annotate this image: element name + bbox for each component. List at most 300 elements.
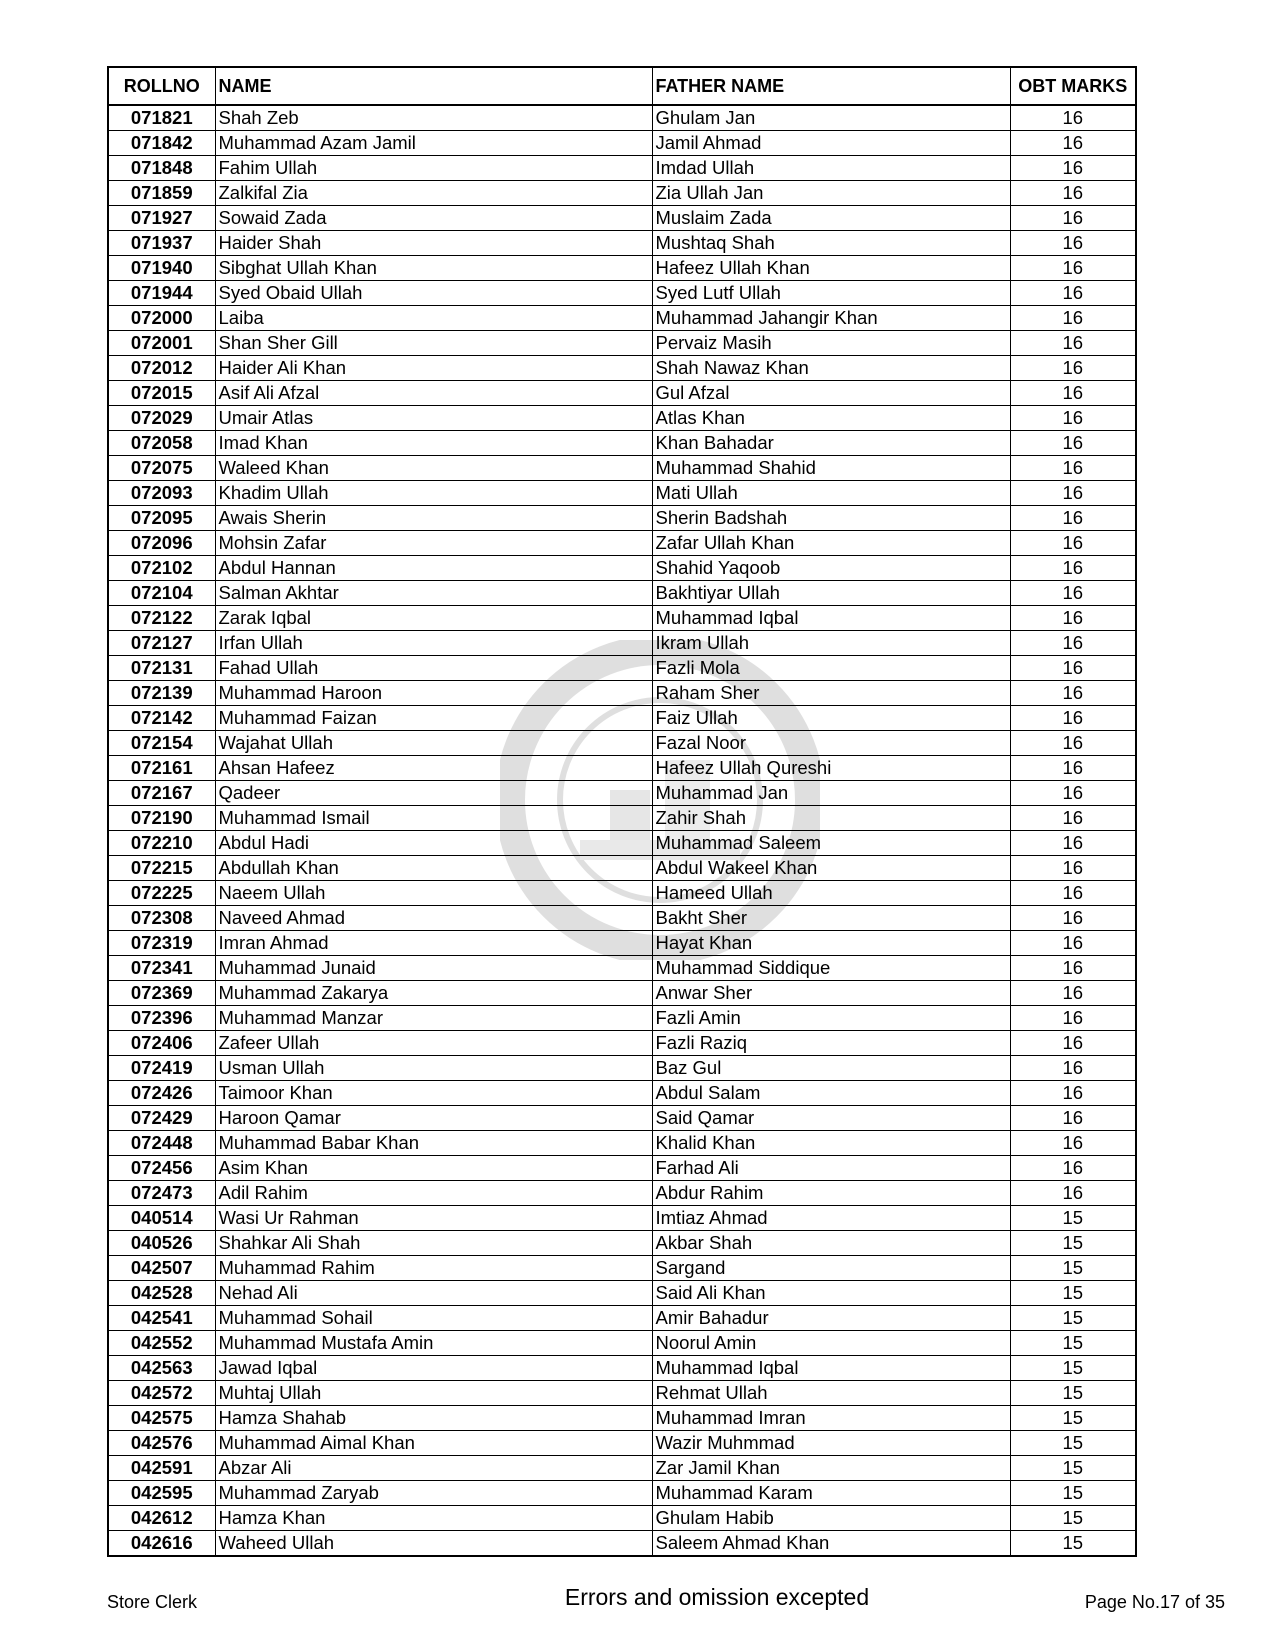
table-row (108, 1431, 1136, 1456)
table-row (108, 781, 1136, 806)
table-row (108, 806, 1136, 831)
cell-rollno: 072210 (108, 831, 215, 856)
cell-rollno: 042576 (108, 1431, 215, 1456)
cell-rollno: 072161 (108, 756, 215, 781)
table-row (108, 506, 1136, 531)
cell-obt-marks: 15 (1010, 1481, 1136, 1506)
cell-obt-marks: 15 (1010, 1281, 1136, 1306)
table-row (108, 1481, 1136, 1506)
cell-father-name: Akbar Shah (652, 1231, 1010, 1256)
cell-name: Ahsan Hafeez (215, 756, 652, 781)
cell-name: Zalkifal Zia (215, 181, 652, 206)
cell-obt-marks: 16 (1010, 506, 1136, 531)
cell-rollno: 042612 (108, 1506, 215, 1531)
cell-name: Qadeer (215, 781, 652, 806)
table-row (108, 281, 1136, 306)
cell-father-name: Ghulam Habib (652, 1506, 1010, 1531)
cell-name: Imran Ahmad (215, 931, 652, 956)
cell-name: Mohsin Zafar (215, 531, 652, 556)
cell-rollno: 072102 (108, 556, 215, 581)
table-row (108, 956, 1136, 981)
cell-father-name: Hameed Ullah (652, 881, 1010, 906)
header-row (108, 67, 1136, 105)
table-row (108, 681, 1136, 706)
cell-rollno: 072341 (108, 956, 215, 981)
cell-name: Irfan Ullah (215, 631, 652, 656)
cell-name: Muhammad Babar Khan (215, 1131, 652, 1156)
cell-obt-marks: 16 (1010, 431, 1136, 456)
cell-father-name: Muhammad Jan (652, 781, 1010, 806)
table-row (108, 1206, 1136, 1231)
cell-obt-marks: 16 (1010, 881, 1136, 906)
cell-name: Muhammad Zaryab (215, 1481, 652, 1506)
cell-obt-marks: 16 (1010, 1081, 1136, 1106)
cell-father-name: Muhammad Siddique (652, 956, 1010, 981)
cell-obt-marks: 15 (1010, 1256, 1136, 1281)
cell-obt-marks: 16 (1010, 381, 1136, 406)
results-sheet (107, 66, 1135, 1557)
cell-father-name: Raham Sher (652, 681, 1010, 706)
cell-name: Haroon Qamar (215, 1106, 652, 1131)
cell-obt-marks: 15 (1010, 1506, 1136, 1531)
cell-father-name: Hayat Khan (652, 931, 1010, 956)
cell-name: Muhammad Azam Jamil (215, 131, 652, 156)
cell-father-name: Baz Gul (652, 1056, 1010, 1081)
cell-name: Haider Shah (215, 231, 652, 256)
cell-name: Muhammad Faizan (215, 706, 652, 731)
table-row (108, 631, 1136, 656)
table-row (108, 831, 1136, 856)
table-row (108, 731, 1136, 756)
cell-rollno: 072308 (108, 906, 215, 931)
table-row (108, 1356, 1136, 1381)
table-body (108, 105, 1136, 1556)
table-row (108, 1381, 1136, 1406)
cell-rollno: 071944 (108, 281, 215, 306)
cell-father-name: Ikram Ullah (652, 631, 1010, 656)
cell-name: Syed Obaid Ullah (215, 281, 652, 306)
cell-name: Asif Ali Afzal (215, 381, 652, 406)
cell-rollno: 042616 (108, 1531, 215, 1557)
table-row (108, 406, 1136, 431)
cell-father-name: Ghulam Jan (652, 105, 1010, 131)
cell-father-name: Said Qamar (652, 1106, 1010, 1131)
cell-father-name: Muhammad Imran (652, 1406, 1010, 1431)
cell-obt-marks: 16 (1010, 206, 1136, 231)
cell-name: Muhammad Haroon (215, 681, 652, 706)
cell-rollno: 042595 (108, 1481, 215, 1506)
cell-obt-marks: 16 (1010, 531, 1136, 556)
table-row (108, 306, 1136, 331)
cell-father-name: Muhammad Jahangir Khan (652, 306, 1010, 331)
cell-name: Adil Rahim (215, 1181, 652, 1206)
cell-rollno: 072426 (108, 1081, 215, 1106)
header-father-name: FATHER NAME (652, 67, 1010, 105)
cell-father-name: Gul Afzal (652, 381, 1010, 406)
table-row (108, 581, 1136, 606)
cell-father-name: Abdul Salam (652, 1081, 1010, 1106)
cell-name: Waleed Khan (215, 456, 652, 481)
cell-rollno: 072167 (108, 781, 215, 806)
table-row (108, 981, 1136, 1006)
cell-name: Muhammad Zakarya (215, 981, 652, 1006)
cell-rollno: 072131 (108, 656, 215, 681)
cell-father-name: Abdur Rahim (652, 1181, 1010, 1206)
cell-father-name: Pervaiz Masih (652, 331, 1010, 356)
table-row (108, 531, 1136, 556)
cell-rollno: 042591 (108, 1456, 215, 1481)
footer-disclaimer: Errors and omission excepted (564, 1584, 870, 1610)
cell-name: Sowaid Zada (215, 206, 652, 231)
cell-name: Muhammad Ismail (215, 806, 652, 831)
cell-father-name: Fazal Noor (652, 731, 1010, 756)
cell-father-name: Sherin Badshah (652, 506, 1010, 531)
cell-rollno: 072419 (108, 1056, 215, 1081)
cell-name: Nehad Ali (215, 1281, 652, 1306)
cell-rollno: 072058 (108, 431, 215, 456)
cell-rollno: 042552 (108, 1331, 215, 1356)
cell-obt-marks: 16 (1010, 105, 1136, 131)
footer-page-number: Page No.17 of 35 (1084, 1592, 1225, 1612)
cell-rollno: 040526 (108, 1231, 215, 1256)
table-row (108, 481, 1136, 506)
cell-obt-marks: 16 (1010, 1131, 1136, 1156)
cell-rollno: 072319 (108, 931, 215, 956)
cell-name: Sibghat Ullah Khan (215, 256, 652, 281)
cell-obt-marks: 16 (1010, 906, 1136, 931)
cell-name: Usman Ullah (215, 1056, 652, 1081)
cell-obt-marks: 15 (1010, 1456, 1136, 1481)
cell-rollno: 072456 (108, 1156, 215, 1181)
cell-obt-marks: 16 (1010, 681, 1136, 706)
cell-father-name: Zar Jamil Khan (652, 1456, 1010, 1481)
cell-name: Abdullah Khan (215, 856, 652, 881)
cell-name: Muhammad Sohail (215, 1306, 652, 1331)
cell-name: Imad Khan (215, 431, 652, 456)
cell-obt-marks: 16 (1010, 481, 1136, 506)
cell-name: Haider Ali Khan (215, 356, 652, 381)
cell-name: Shahkar Ali Shah (215, 1231, 652, 1256)
table-row (108, 256, 1136, 281)
cell-obt-marks: 16 (1010, 231, 1136, 256)
cell-name: Shan Sher Gill (215, 331, 652, 356)
cell-father-name: Jamil Ahmad (652, 131, 1010, 156)
cell-obt-marks: 16 (1010, 1106, 1136, 1131)
cell-father-name: Fazli Amin (652, 1006, 1010, 1031)
table-row (108, 656, 1136, 681)
cell-rollno: 072095 (108, 506, 215, 531)
cell-rollno: 072406 (108, 1031, 215, 1056)
table-row (108, 1006, 1136, 1031)
table-row (108, 1281, 1136, 1306)
cell-father-name: Hafeez Ullah Khan (652, 256, 1010, 281)
cell-rollno: 042572 (108, 1381, 215, 1406)
cell-obt-marks: 15 (1010, 1531, 1136, 1557)
cell-obt-marks: 16 (1010, 856, 1136, 881)
cell-rollno: 072369 (108, 981, 215, 1006)
cell-father-name: Faiz Ullah (652, 706, 1010, 731)
table-row (108, 1056, 1136, 1081)
footer-signatory: Store Clerk (107, 1592, 198, 1612)
cell-father-name: Zia Ullah Jan (652, 181, 1010, 206)
table-row (108, 931, 1136, 956)
cell-obt-marks: 16 (1010, 156, 1136, 181)
cell-rollno: 071848 (108, 156, 215, 181)
cell-rollno: 042575 (108, 1406, 215, 1431)
cell-rollno: 040514 (108, 1206, 215, 1231)
table-row (108, 356, 1136, 381)
cell-name: Naveed Ahmad (215, 906, 652, 931)
cell-father-name: Sargand (652, 1256, 1010, 1281)
cell-obt-marks: 16 (1010, 631, 1136, 656)
table-row (108, 181, 1136, 206)
cell-name: Abdul Hadi (215, 831, 652, 856)
cell-father-name: Mati Ullah (652, 481, 1010, 506)
cell-obt-marks: 16 (1010, 706, 1136, 731)
cell-father-name: Bakht Sher (652, 906, 1010, 931)
cell-father-name: Abdul Wakeel Khan (652, 856, 1010, 881)
header-obt-marks: OBT MARKS (1010, 67, 1136, 105)
cell-obt-marks: 16 (1010, 131, 1136, 156)
cell-name: Muhammad Rahim (215, 1256, 652, 1281)
cell-father-name: Farhad Ali (652, 1156, 1010, 1181)
cell-father-name: Muhammad Karam (652, 1481, 1010, 1506)
cell-rollno: 072096 (108, 531, 215, 556)
cell-father-name: Saleem Ahmad Khan (652, 1531, 1010, 1557)
table-row (108, 1131, 1136, 1156)
cell-obt-marks: 15 (1010, 1431, 1136, 1456)
table-row (108, 331, 1136, 356)
results-table (107, 66, 1137, 1557)
cell-obt-marks: 16 (1010, 581, 1136, 606)
cell-father-name: Noorul Amin (652, 1331, 1010, 1356)
cell-father-name: Imtiaz Ahmad (652, 1206, 1010, 1231)
cell-obt-marks: 16 (1010, 1031, 1136, 1056)
cell-rollno: 072001 (108, 331, 215, 356)
table-row (108, 1081, 1136, 1106)
table-row (108, 156, 1136, 181)
table-row (108, 1031, 1136, 1056)
cell-obt-marks: 16 (1010, 831, 1136, 856)
cell-name: Wasi Ur Rahman (215, 1206, 652, 1231)
cell-name: Hamza Khan (215, 1506, 652, 1531)
table-row (108, 1256, 1136, 1281)
cell-father-name: Fazli Raziq (652, 1031, 1010, 1056)
table-row (108, 1406, 1136, 1431)
table-row (108, 881, 1136, 906)
cell-rollno: 042507 (108, 1256, 215, 1281)
table-row (108, 1506, 1136, 1531)
cell-rollno: 072122 (108, 606, 215, 631)
cell-father-name: Muhammad Iqbal (652, 606, 1010, 631)
table-row (108, 1331, 1136, 1356)
table-row (108, 1531, 1136, 1557)
cell-name: Wajahat Ullah (215, 731, 652, 756)
table-row (108, 431, 1136, 456)
cell-name: Umair Atlas (215, 406, 652, 431)
cell-obt-marks: 15 (1010, 1381, 1136, 1406)
cell-obt-marks: 16 (1010, 281, 1136, 306)
cell-rollno: 072127 (108, 631, 215, 656)
cell-father-name: Fazli Mola (652, 656, 1010, 681)
table-row (108, 1181, 1136, 1206)
cell-father-name: Anwar Sher (652, 981, 1010, 1006)
cell-father-name: Muhammad Saleem (652, 831, 1010, 856)
cell-name: Muhammad Manzar (215, 1006, 652, 1031)
cell-name: Shah Zeb (215, 105, 652, 131)
cell-name: Asim Khan (215, 1156, 652, 1181)
cell-rollno: 071821 (108, 105, 215, 131)
cell-father-name: Wazir Muhmmad (652, 1431, 1010, 1456)
cell-name: Muhammad Junaid (215, 956, 652, 981)
cell-obt-marks: 16 (1010, 356, 1136, 381)
cell-name: Muhammad Aimal Khan (215, 1431, 652, 1456)
cell-rollno: 071927 (108, 206, 215, 231)
cell-father-name: Zahir Shah (652, 806, 1010, 831)
cell-name: Taimoor Khan (215, 1081, 652, 1106)
cell-name: Muhtaj Ullah (215, 1381, 652, 1406)
table-row (108, 131, 1136, 156)
cell-father-name: Imdad Ullah (652, 156, 1010, 181)
cell-obt-marks: 15 (1010, 1331, 1136, 1356)
cell-obt-marks: 16 (1010, 981, 1136, 1006)
table-row (108, 906, 1136, 931)
cell-name: Waheed Ullah (215, 1531, 652, 1557)
table-row (108, 556, 1136, 581)
cell-obt-marks: 16 (1010, 256, 1136, 281)
table-row (108, 456, 1136, 481)
cell-rollno: 072015 (108, 381, 215, 406)
cell-name: Hamza Shahab (215, 1406, 652, 1431)
cell-father-name: Muhammad Iqbal (652, 1356, 1010, 1381)
cell-rollno: 072075 (108, 456, 215, 481)
cell-rollno: 072225 (108, 881, 215, 906)
cell-rollno: 071842 (108, 131, 215, 156)
table-row (108, 1456, 1136, 1481)
cell-rollno: 072104 (108, 581, 215, 606)
cell-father-name: Muslaim Zada (652, 206, 1010, 231)
cell-obt-marks: 16 (1010, 1006, 1136, 1031)
cell-obt-marks: 16 (1010, 781, 1136, 806)
cell-rollno: 042563 (108, 1356, 215, 1381)
table-row (108, 856, 1136, 881)
cell-rollno: 072000 (108, 306, 215, 331)
cell-obt-marks: 15 (1010, 1231, 1136, 1256)
cell-name: Khadim Ullah (215, 481, 652, 506)
cell-rollno: 071937 (108, 231, 215, 256)
table-row (108, 756, 1136, 781)
cell-obt-marks: 15 (1010, 1356, 1136, 1381)
table-row (108, 1231, 1136, 1256)
cell-rollno: 072190 (108, 806, 215, 831)
cell-obt-marks: 16 (1010, 606, 1136, 631)
cell-obt-marks: 16 (1010, 731, 1136, 756)
cell-name: Abzar Ali (215, 1456, 652, 1481)
cell-father-name: Shah Nawaz Khan (652, 356, 1010, 381)
table-row (108, 105, 1136, 131)
cell-rollno: 072093 (108, 481, 215, 506)
cell-obt-marks: 15 (1010, 1406, 1136, 1431)
cell-obt-marks: 16 (1010, 556, 1136, 581)
cell-rollno: 042528 (108, 1281, 215, 1306)
table-row (108, 1106, 1136, 1131)
cell-name: Muhammad Mustafa Amin (215, 1331, 652, 1356)
cell-obt-marks: 16 (1010, 1156, 1136, 1181)
cell-name: Laiba (215, 306, 652, 331)
cell-obt-marks: 16 (1010, 181, 1136, 206)
cell-obt-marks: 16 (1010, 956, 1136, 981)
cell-name: Abdul Hannan (215, 556, 652, 581)
cell-rollno: 072473 (108, 1181, 215, 1206)
cell-obt-marks: 16 (1010, 1056, 1136, 1081)
cell-rollno: 071859 (108, 181, 215, 206)
cell-rollno: 072142 (108, 706, 215, 731)
cell-father-name: Amir Bahadur (652, 1306, 1010, 1331)
cell-father-name: Muhammad Shahid (652, 456, 1010, 481)
table-row (108, 1306, 1136, 1331)
cell-obt-marks: 16 (1010, 756, 1136, 781)
table-row (108, 606, 1136, 631)
cell-rollno: 072396 (108, 1006, 215, 1031)
cell-name: Zarak Iqbal (215, 606, 652, 631)
page-footer (107, 1584, 1225, 1620)
cell-father-name: Zafar Ullah Khan (652, 531, 1010, 556)
cell-father-name: Shahid Yaqoob (652, 556, 1010, 581)
header-name: NAME (215, 67, 652, 105)
cell-rollno: 072215 (108, 856, 215, 881)
cell-rollno: 072029 (108, 406, 215, 431)
cell-father-name: Bakhtiyar Ullah (652, 581, 1010, 606)
cell-name: Awais Sherin (215, 506, 652, 531)
table-row (108, 1156, 1136, 1181)
cell-rollno: 072139 (108, 681, 215, 706)
cell-obt-marks: 16 (1010, 456, 1136, 481)
cell-obt-marks: 15 (1010, 1206, 1136, 1231)
cell-father-name: Mushtaq Shah (652, 231, 1010, 256)
cell-obt-marks: 16 (1010, 931, 1136, 956)
table-row (108, 381, 1136, 406)
cell-obt-marks: 16 (1010, 656, 1136, 681)
cell-father-name: Hafeez Ullah Qureshi (652, 756, 1010, 781)
cell-obt-marks: 16 (1010, 306, 1136, 331)
header-rollno: ROLLNO (108, 67, 215, 105)
cell-rollno: 042541 (108, 1306, 215, 1331)
table-row (108, 231, 1136, 256)
cell-obt-marks: 16 (1010, 406, 1136, 431)
cell-obt-marks: 16 (1010, 1181, 1136, 1206)
table-row (108, 706, 1136, 731)
cell-rollno: 072154 (108, 731, 215, 756)
cell-father-name: Said Ali Khan (652, 1281, 1010, 1306)
cell-rollno: 072012 (108, 356, 215, 381)
cell-obt-marks: 16 (1010, 331, 1136, 356)
cell-obt-marks: 15 (1010, 1306, 1136, 1331)
cell-name: Fahim Ullah (215, 156, 652, 181)
cell-rollno: 072429 (108, 1106, 215, 1131)
cell-rollno: 072448 (108, 1131, 215, 1156)
table-row (108, 206, 1136, 231)
cell-father-name: Rehmat Ullah (652, 1381, 1010, 1406)
cell-obt-marks: 16 (1010, 806, 1136, 831)
cell-father-name: Syed Lutf Ullah (652, 281, 1010, 306)
cell-name: Salman Akhtar (215, 581, 652, 606)
cell-name: Naeem Ullah (215, 881, 652, 906)
cell-name: Fahad Ullah (215, 656, 652, 681)
cell-name: Zafeer Ullah (215, 1031, 652, 1056)
cell-rollno: 071940 (108, 256, 215, 281)
cell-father-name: Khan Bahadar (652, 431, 1010, 456)
cell-father-name: Atlas Khan (652, 406, 1010, 431)
